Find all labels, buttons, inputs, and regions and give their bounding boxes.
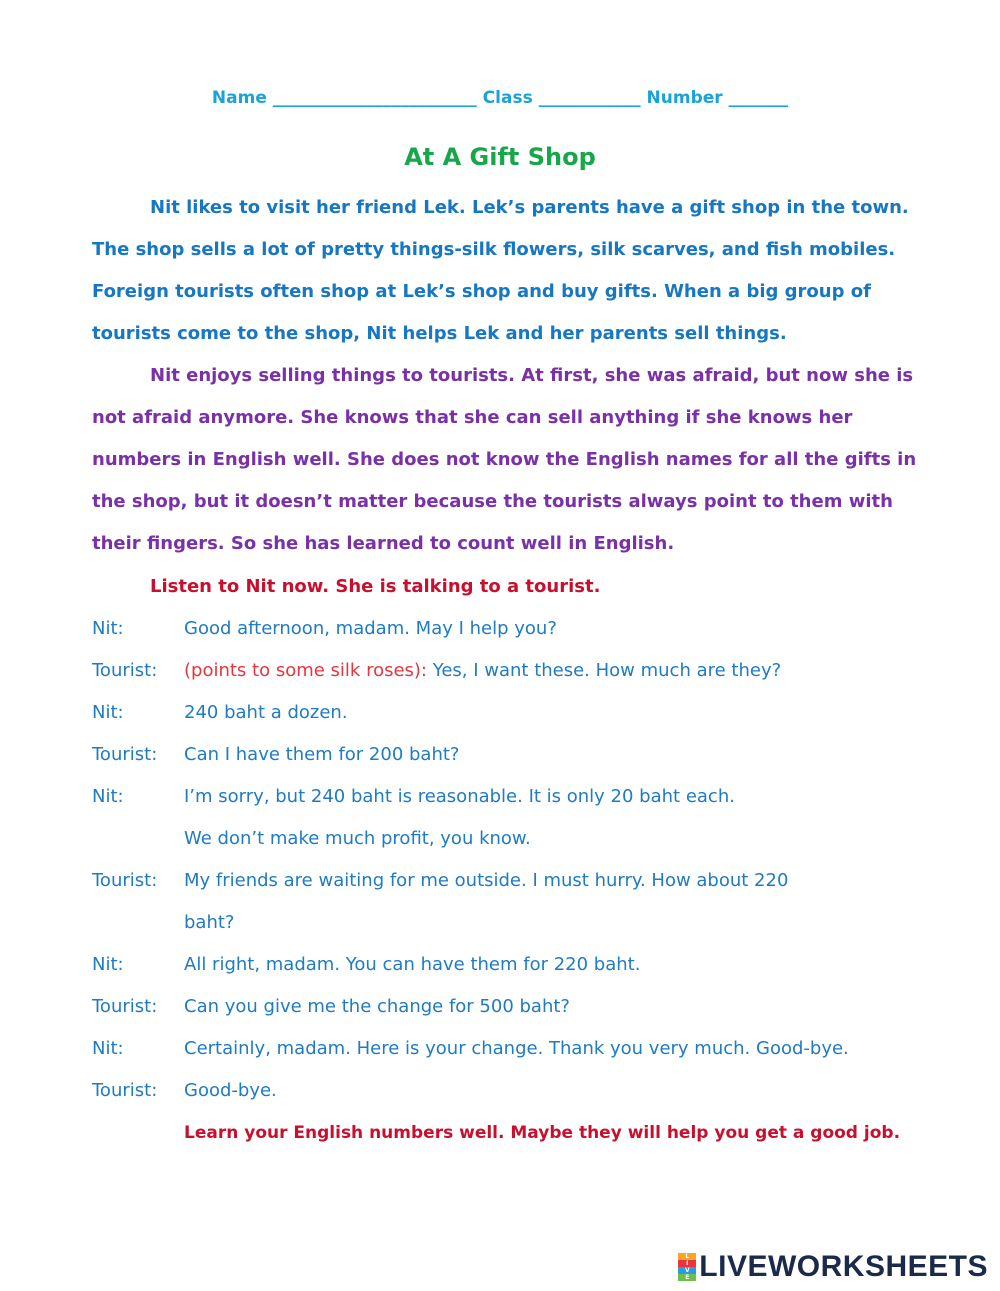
dialogue-line <box>184 1028 932 1070</box>
dialogue-line <box>184 608 932 650</box>
speaker-label: Tourist: <box>92 660 158 681</box>
speaker-label: Nit: <box>92 954 124 975</box>
dialogue-line <box>184 860 932 902</box>
speaker-label: Tourist: <box>92 744 158 765</box>
speaker-label: Tourist: <box>92 996 158 1017</box>
closing-note: Learn your English numbers well. Maybe they will help you get a good job. <box>184 1123 901 1143</box>
spoken-text: Can I have them for 200 baht? <box>184 744 460 765</box>
speaker-label: Nit: <box>92 702 124 723</box>
stage-direction: (points to some silk roses): <box>184 660 427 681</box>
logo-mark-letter: L <box>678 1253 696 1260</box>
dialogue <box>92 608 932 1112</box>
spoken-text: Yes, I want these. How much are they? <box>427 660 782 681</box>
spoken-text: All right, madam. You can have them for 220 baht. <box>184 954 641 975</box>
spoken-text: 240 baht a dozen. <box>184 702 348 723</box>
speaker-label <box>92 902 184 944</box>
dialogue-line <box>184 776 932 818</box>
dialogue-line <box>184 902 932 944</box>
spoken-text: My friends are waiting for me outside. I must hurry. How about 220 <box>184 870 789 891</box>
student-info-line: Name ________________________ Class ____________ Number _______ <box>211 88 789 108</box>
dialogue-row <box>92 734 932 776</box>
speaker-label <box>92 818 184 860</box>
dialogue-row <box>92 902 932 944</box>
dialogue-row <box>92 1028 932 1070</box>
spoken-text: Good afternoon, madam. May I help you? <box>184 618 557 639</box>
dialogue-line <box>184 818 932 860</box>
logo-text: LIVEWORKSHEETS <box>699 1250 988 1283</box>
speaker-label: Nit: <box>92 618 124 639</box>
speaker-label: Nit: <box>92 786 124 807</box>
worksheet-title: At A Gift Shop <box>404 143 596 171</box>
dialogue-row <box>92 944 932 986</box>
dialogue-row <box>92 818 932 860</box>
dialogue-row <box>92 860 932 902</box>
story-paragraph-1: Nit likes to visit her friend Lek. Lek’s parents have a gift shop in the town. The shop sells a lot of pretty things-silk flowers, silk scarves, and fish mobiles. Foreign tourists often shop at Lek’s shop and buy gifts. When a big group of tourists come to the shop, Nit helps Lek and her parents sell things. <box>92 197 909 344</box>
dialogue-line <box>184 734 932 776</box>
logo-mark-letter: E <box>678 1274 696 1281</box>
story-paragraph-2: Nit enjoys selling things to tourists. At first, she was afraid, but now she is not afraid anymore. She knows that she can sell anything if she knows her numbers in English well. She does not know the English names for all the gifts in the shop, but it doesn’t matter because the tourists always point to them with their fingers. So she has learned to count well in English. <box>92 365 917 554</box>
speaker-label: Nit: <box>92 1038 124 1059</box>
dialogue-line <box>184 692 932 734</box>
dialogue-row <box>92 608 932 650</box>
dialogue-line <box>184 986 932 1028</box>
spoken-text: baht? <box>184 912 235 933</box>
speaker-label: Tourist: <box>92 1080 158 1101</box>
dialogue-intro: Listen to Nit now. She is talking to a tourist. <box>150 576 601 597</box>
dialogue-line <box>184 944 932 986</box>
dialogue-row <box>92 692 932 734</box>
dialogue-row <box>92 650 932 692</box>
dialogue-line <box>184 650 932 692</box>
spoken-text: We don’t make much profit, you know. <box>184 828 531 849</box>
spoken-text: Certainly, madam. Here is your change. Thank you very much. Good-bye. <box>184 1038 849 1059</box>
spoken-text: I’m sorry, but 240 baht is reasonable. It is only 20 baht each. <box>184 786 735 807</box>
dialogue-row <box>92 776 932 818</box>
dialogue-line <box>184 1070 932 1112</box>
spoken-text: Can you give me the change for 500 baht? <box>184 996 570 1017</box>
logo-mark <box>678 1253 696 1281</box>
logo-mark-letter: I <box>678 1260 696 1267</box>
speaker-label: Tourist: <box>92 870 158 891</box>
logo-mark-letter: V <box>678 1267 696 1274</box>
dialogue-row <box>92 1070 932 1112</box>
dialogue-row <box>92 986 932 1028</box>
liveworksheets-logo <box>678 1250 988 1284</box>
spoken-text: Good-bye. <box>184 1080 277 1101</box>
